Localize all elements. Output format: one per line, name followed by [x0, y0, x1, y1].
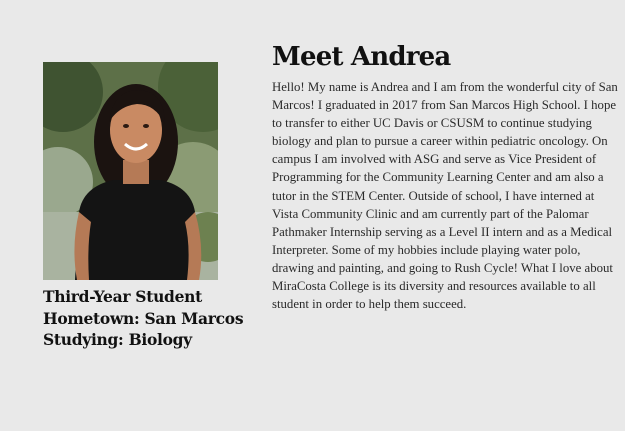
page-title: Meet Andrea: [272, 42, 451, 72]
bio-text: Hello! My name is Andrea and I am from the wonderful city of San Marcos! I graduated in 2017 from San Marcos High School. I hope to transfer to either UC Davis or CSUSM to continue studying biology and plan to pursue a career within pediatric oncology. On campus I am involved with ASG and serve as Vice President of Programming for the Community Learning Center and am also a tutor in the STEM Center. Outside of school, I have interned at Vista Community Clinic and am currently part of the Palomar Pathmaker Internship serving as a Level II intern and as a Medical Interpreter. Some of my hobbies include playing water polo, drawing and painting, and going to Rush Cycle! What I love about MiraCosta College is its diversity and resources available to all student in order to help them succeed.: [272, 80, 618, 312]
major-label: Studying: Biology: [43, 330, 192, 349]
portrait-illustration: [43, 62, 218, 280]
year-label: Third-Year Student: [43, 287, 202, 306]
student-photo: [43, 62, 218, 280]
student-facts: [43, 286, 243, 351]
hometown-label: Hometown: San Marcos: [43, 308, 244, 328]
